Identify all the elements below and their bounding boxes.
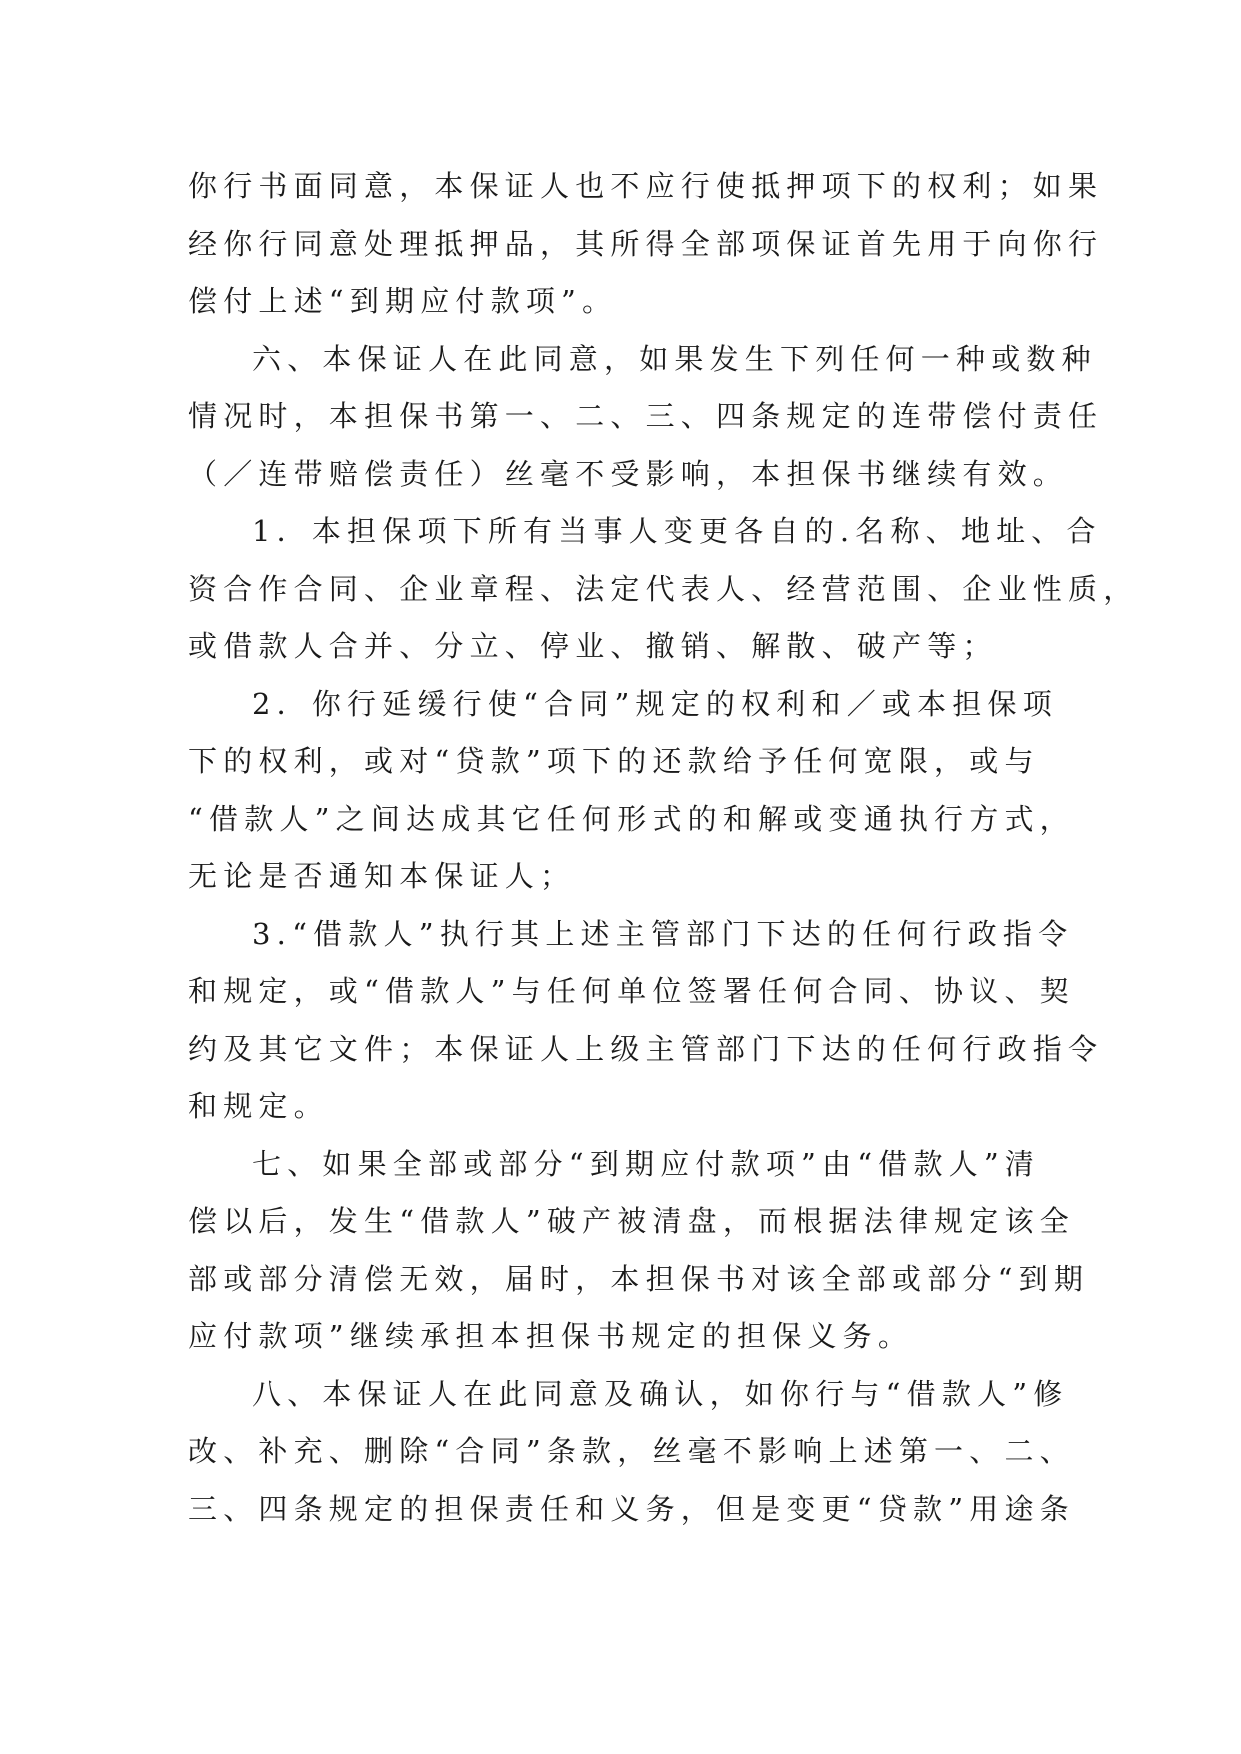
paragraph-six-start: 六、本保证人在此同意，如果发生下列任何一种或数种 xyxy=(252,341,1097,376)
text-line: 偿以后，发生“借款人”破产被清盘，而根据法律规定该全 xyxy=(188,1204,1075,1238)
text-line: 改、补充、删除“合同”条款，丝毫不影响上述第一、二、 xyxy=(188,1434,1075,1468)
text-line: 三、四条规定的担保责任和义务，但是变更“贷款”用途条 xyxy=(188,1491,1075,1526)
text-line: 应付款项”继续承担本担保书规定的担保义务。 xyxy=(188,1319,914,1353)
text-line: 情况时，本担保书第一、二、三、四条规定的连带偿付责任 xyxy=(188,399,1104,433)
text-line: 部或部分清偿无效，届时，本担保书对该全部或部分“到期 xyxy=(188,1261,1090,1296)
item-2-start: 2．你行延缓行使“合同”规定的权利和／或本担保项 xyxy=(252,686,1058,721)
text-line: 无论是否通知本保证人； xyxy=(188,859,576,893)
text-line: 你行书面同意，本保证人也不应行使抵押项下的权利；如果 xyxy=(188,169,1104,203)
item-1-start: 1．本担保项下所有当事人变更各自的.名称、地址、合 xyxy=(252,514,1102,548)
text-line: 和规定。 xyxy=(188,1089,329,1123)
text-line: 或借款人合并、分立、停业、撤销、解散、破产等； xyxy=(188,629,998,663)
text-line: 下的权利，或对“贷款”项下的还款给予任何宽限，或与 xyxy=(188,744,1040,778)
text-line: 偿付上述“到期应付款项”。 xyxy=(188,284,618,318)
paragraph-seven-start: 七、如果全部或部分“到期应付款项”由“借款人”清 xyxy=(252,1146,1041,1181)
text-line: “借款人”之间达成其它任何形式的和解或变通执行方式， xyxy=(188,801,1075,836)
text-line: 经你行同意处理抵押品，其所得全部项保证首先用于向你行 xyxy=(188,226,1104,261)
text-line: 和规定，或“借款人”与任何单位签署任何合同、协议、契 xyxy=(188,974,1075,1008)
item-3-start: 3.“借款人”执行其上述主管部门下达的任何行政指令 xyxy=(252,916,1074,951)
text-line: 约及其它文件；本保证人上级主管部门下达的任何行政指令 xyxy=(188,1031,1104,1066)
paragraph-eight-start: 八、本保证人在此同意及确认，如你行与“借款人”修 xyxy=(252,1376,1069,1411)
text-line: （／连带赔偿责任）丝毫不受影响，本担保书继续有效。 xyxy=(188,456,1069,491)
document-body xyxy=(188,158,1139,1538)
text-line: 资合作合同、企业章程、法定代表人、经营范围、企业性质， xyxy=(188,571,1139,606)
